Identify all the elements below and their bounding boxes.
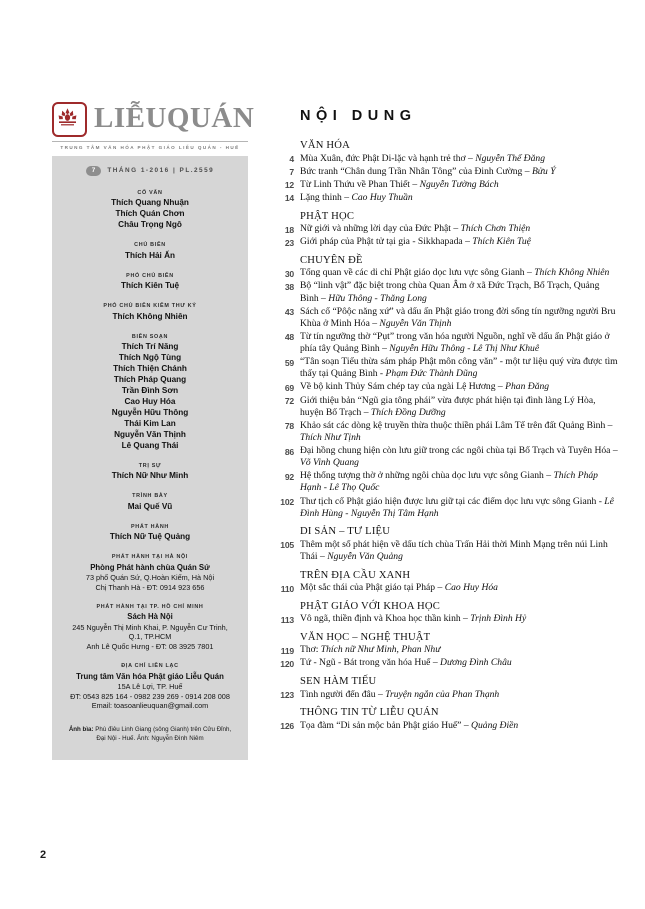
toc-entry-author: Thích Pháp Hạnh - Lê Thọ Quốc <box>300 470 598 494</box>
toc-entry-text <box>294 306 618 330</box>
credit-name: Thích Kiên Tuệ <box>120 281 180 291</box>
brand-tagline: TRUNG TÂM VĂN HÓA PHẬT GIÁO LIỄU QUÁN - HUẾ <box>52 141 248 150</box>
toc-entry-text <box>294 689 499 701</box>
toc-entry-author: Nguyễn Văn Thịnh <box>379 317 452 329</box>
toc-entry-page-number: 92 <box>284 471 294 482</box>
toc-entry-page-number: 38 <box>284 281 294 292</box>
credit-name: Mai Quế Vũ <box>127 501 173 511</box>
toc-entry[interactable] <box>268 720 618 732</box>
toc-entry-text <box>294 179 499 191</box>
toc-entry-title: Thơ: <box>300 644 321 656</box>
toc-entry-text <box>294 267 609 279</box>
credit-name: Thích Nữ Như Minh <box>111 471 189 481</box>
toc-entry-author: Hữu Thông - Thăng Long <box>328 292 427 304</box>
credit-name: Email: toasoanlieuquan@gmail.com <box>91 701 209 711</box>
credit-name: Thích Không Nhiên <box>112 311 188 321</box>
toc-entry[interactable] <box>268 613 618 625</box>
credit-name: 73 phố Quán Sứ, Q.Hoàn Kiếm, Hà Nội <box>85 573 215 583</box>
toc-entry-text <box>294 236 531 248</box>
toc-group <box>268 570 618 595</box>
toc-entry-page-number: 12 <box>284 180 294 191</box>
toc-entry[interactable] <box>268 192 618 204</box>
credit-name: Thái Kim Lan <box>124 418 176 428</box>
toc-entry-text <box>294 166 556 178</box>
credit-name: 15A Lê Lợi, TP. Huế <box>117 681 183 691</box>
toc-entry[interactable] <box>268 153 618 165</box>
credit-name: Thích Ngộ Tùng <box>118 352 182 362</box>
toc-entry-title: Đại hồng chung hiện còn lưu giữ trong các ngôi chùa tại Bố Trạch và Tuyên Hóa – <box>300 445 618 456</box>
toc-entry-title: Tứ - Ngũ - Bát trong văn hóa Huế – <box>300 657 441 669</box>
toc-entry[interactable] <box>268 657 618 669</box>
cover-photo-credit <box>60 726 240 744</box>
toc-entry-page-number: 59 <box>284 357 294 368</box>
credit-name: Thích Nữ Tuệ Quảng <box>109 532 191 542</box>
credit-block-title: PHÓ CHỦ BIÊN KIÊM THƯ KÝ <box>103 303 197 310</box>
credit-name: Nguyễn Hữu Thông <box>111 407 189 417</box>
credit-block-title: PHÁT HÀNH TẠI HÀ NỘI <box>111 554 189 561</box>
toc-entry-author: Lê Đình Hùng - Nguyễn Thị Tâm Hạnh <box>300 495 614 519</box>
toc-group <box>268 526 618 563</box>
toc-entry-author: Thích Chơn Thiện <box>460 223 531 234</box>
toc-entry-title: Về bộ kinh Thủy Sám chép tay của ngài Lệ Hương – <box>300 381 506 393</box>
toc-entry[interactable] <box>268 166 618 178</box>
credit-name: Chị Thanh Hà - ĐT: 0914 923 656 <box>95 583 205 592</box>
toc-entry-title: Tổng quan về các di chỉ Phật giáo dọc lưu vực sông Gianh – <box>300 267 535 279</box>
masthead-column <box>52 100 255 760</box>
toc-entry[interactable] <box>268 496 618 520</box>
toc-entry-page-number: 23 <box>284 237 294 248</box>
toc-entry-author: Nguyễn Thế Đăng <box>475 152 545 164</box>
toc-entry-title: Thêm một số phát hiện về dấu tích chùa Trấn Hải thời Minh Mạng trên núi Linh Thái – <box>300 538 608 562</box>
toc-entry-page-number: 14 <box>284 193 294 204</box>
toc-entry[interactable] <box>268 356 618 380</box>
toc-group-list <box>268 140 618 732</box>
toc-entry[interactable] <box>268 644 618 656</box>
cover-photo-text: Phù điêu Linh Giang (sông Gianh) trên Cửu Đỉnh, Đại Nội - Huế. Ảnh: Nguyễn Đình Niêm <box>93 726 232 743</box>
toc-entry-page-number: 69 <box>284 382 294 393</box>
toc-entry-title: Nữ giới và những lời dạy của Đức Phật – <box>300 223 461 234</box>
cover-photo-label: Ảnh bìa: <box>68 726 94 734</box>
toc-entry[interactable] <box>268 280 618 304</box>
toc-entry-author: Thích Đồng Dưỡng <box>370 406 446 418</box>
toc-entry-author: Trịnh Đình Hỷ <box>470 613 527 625</box>
toc-entry-title: Hệ thống tượng thờ ở những ngôi chùa dọc lưu vực sông Gianh – <box>300 470 554 482</box>
toc-group <box>268 601 618 626</box>
toc-entry[interactable] <box>268 445 618 469</box>
toc-group <box>268 707 618 732</box>
credit-name: Anh Lê Quốc Hưng - ĐT: 08 3925 7801 <box>86 642 214 652</box>
credit-name: Thích Quang Nhuận <box>111 198 189 208</box>
masthead-info-panel <box>52 156 248 760</box>
toc-entry-title: Bộ “linh vật” đặc biệt trong chùa Quan Âm ở xã Đức Trạch, Bố Trạch, Quảng Bình – <box>300 280 600 304</box>
toc-entry-title: Mùa Xuân, đức Phật Di-lặc và hạnh trẻ thơ – <box>300 152 476 164</box>
masthead-credit-blocks <box>60 190 240 712</box>
credit-name: 245 Nguyễn Thị Minh Khai, P. Nguyễn Cư Trinh, <box>72 622 228 632</box>
toc-group <box>268 211 618 249</box>
toc-entry-author: Thích Kiên Tuệ <box>472 236 531 248</box>
toc-entry[interactable] <box>268 470 618 494</box>
toc-entry[interactable] <box>268 689 618 701</box>
toc-entry-author: Phạm Đức Thành Dũng <box>385 368 478 380</box>
toc-group-title: VĂN HÓA <box>300 140 350 151</box>
toc-entry-page-number: 110 <box>280 583 294 594</box>
toc-entry-title: Một sắc thái của Phật giáo tại Pháp – <box>300 582 445 593</box>
credit-block-title: BIÊN SOẠN <box>131 333 169 340</box>
toc-entry-title: Khảo sát các dòng kệ truyền thừa thuộc thiền phái Lâm Tế trên đất Quảng Bình – <box>300 419 613 431</box>
credit-name: Châu Trọng Ngô <box>118 220 182 230</box>
toc-entry-text <box>294 153 545 165</box>
toc-entry-title: Thư tịch cổ Phật giáo hiện được lưu giữ tại các điểm dọc lưu vực sông Gianh - <box>300 495 605 507</box>
toc-entry-text <box>294 223 530 235</box>
toc-entry-author: Thích Như Tịnh <box>300 431 361 443</box>
toc-entry-text <box>294 280 618 304</box>
toc-entry-page-number: 18 <box>284 224 294 235</box>
toc-entry[interactable] <box>268 267 618 279</box>
toc-entry[interactable] <box>268 223 618 235</box>
issue-line <box>60 166 240 176</box>
toc-entry-author: Nguyễn Hữu Thông - Lê Thị Như Khuê <box>389 343 540 354</box>
toc-entry-author: Phan Đăng <box>505 381 550 393</box>
toc-entry-title: “Tân soạn Tiểu thừa sám pháp Phật môn công văn” - một tư liệu quý vừa được tìm thấy tại Quảng Bình - <box>300 356 618 380</box>
credit-name: Sách Hà Nội <box>127 612 173 622</box>
toc-group-title: PHẬT HỌC <box>300 210 355 222</box>
credit-block-title: TRỊ SỰ <box>138 462 162 469</box>
page-folio-number: 2 <box>40 849 47 861</box>
credit-name: Phòng Phát hành chùa Quán Sứ <box>90 562 210 572</box>
credit-name: Thích Pháp Quang <box>113 374 187 384</box>
toc-entry[interactable] <box>268 395 618 419</box>
toc-entry[interactable] <box>268 420 618 444</box>
issue-date-text: THÁNG 1-2016 | PL.2559 <box>107 167 215 175</box>
toc-entry-page-number: 30 <box>284 268 294 279</box>
credit-name: Thích Hải Ấn <box>124 250 176 260</box>
toc-entry-text <box>294 420 618 444</box>
toc-group <box>268 140 618 204</box>
toc-entry-author: Thích nữ Như Minh, Phan Như <box>320 644 441 656</box>
toc-entry-title: Vô ngã, thiền định và Khoa học thần kinh – <box>300 613 471 625</box>
credit-name: Thích Quán Chơn <box>115 209 185 219</box>
toc-entry-text <box>294 381 549 393</box>
toc-entry-title: Giới thiệu bản “Ngũ gia tông phái” vừa được phát hiện tại đình làng Lý Hòa, huyện Bố Trạch – <box>300 394 596 418</box>
brand-lieu: LIỄU <box>94 101 167 134</box>
credit-block-title: PHÁT HÀNH TẠI TP. HỒ CHÍ MINH <box>96 603 204 610</box>
credit-name: Trần Đình Sơn <box>121 385 179 395</box>
toc-group-title: TRÊN ĐỊA CẦU XANH <box>300 569 411 581</box>
table-of-contents <box>268 108 618 738</box>
credit-name: Lê Quang Thái <box>121 440 179 450</box>
credit-block-title: PHÁT HÀNH <box>130 523 170 530</box>
toc-entry-author: Truyện ngắn của Phan Thạnh <box>385 688 500 700</box>
issue-number-badge: 7 <box>86 166 102 176</box>
credit-block-title: ĐỊA CHỈ LIÊN LẠC <box>121 663 179 669</box>
toc-entry-page-number: 126 <box>280 721 294 732</box>
toc-entry-author: Võ Vinh Quang <box>300 457 359 469</box>
credit-name: ĐT: 0543 825 164 - 0982 239 269 - 0914 208 008 <box>70 691 230 701</box>
toc-entry-author: Thích Không Nhiên <box>534 267 610 279</box>
credit-name: Trung tâm Văn hóa Phật giáo Liễu Quán <box>76 671 224 681</box>
toc-entry-text <box>294 395 618 419</box>
credit-name: Thích Trí Năng <box>121 342 179 351</box>
toc-group-title: PHẬT GIÁO VỚI KHOA HỌC <box>300 600 440 612</box>
lotus-emblem-icon <box>52 102 87 137</box>
toc-entry-text <box>294 331 618 355</box>
toc-group <box>268 255 618 520</box>
toc-entry-title: Bức tranh “Chân dung Trần Nhân Tông” của Đinh Cường – <box>300 165 532 177</box>
credit-block-title: CHỦ BIÊN <box>134 242 166 249</box>
toc-entry-title: Lặng thinh – <box>300 191 352 203</box>
toc-entry-author: Nguyễn Tường Bách <box>419 178 499 190</box>
toc-entry-author: Dương Đình Châu <box>440 657 512 669</box>
toc-entry[interactable] <box>268 331 618 355</box>
toc-entry-page-number: 119 <box>280 645 294 656</box>
toc-entry-page-number: 86 <box>284 446 294 457</box>
toc-entry-page-number: 78 <box>284 421 294 432</box>
toc-entry-text <box>294 582 498 594</box>
credit-name: Thích Thiện Chánh <box>113 363 187 373</box>
credit-block-title: CỐ VẤN <box>137 189 163 196</box>
toc-entry-text <box>294 445 618 469</box>
brand-quan: QUÁN <box>166 101 255 134</box>
toc-entry[interactable] <box>268 381 618 393</box>
toc-entry-text <box>294 539 618 563</box>
toc-entry-title: Từ Linh Thứu về Phan Thiết – <box>300 178 420 190</box>
toc-entry-title: Tọa đàm “Di sản mộc bản Phật giáo Huế” – <box>300 719 472 731</box>
toc-entry-text <box>294 613 526 625</box>
toc-entry-text <box>294 720 518 732</box>
credit-block-title: TRÌNH BÀY <box>132 493 168 500</box>
toc-entry-page-number: 7 <box>289 167 294 178</box>
toc-entry-author: Quảng Điền <box>471 719 519 731</box>
toc-entry-text <box>294 644 440 656</box>
toc-group <box>268 632 618 670</box>
toc-group-title: VĂN HỌC – NGHỆ THUẬT <box>300 631 431 643</box>
toc-entry[interactable] <box>268 539 618 563</box>
toc-entry-title: Giới pháp của Phật tử tại gia - Sikkhapada – <box>300 236 473 248</box>
toc-entry-page-number: 4 <box>289 154 294 165</box>
toc-entry-text <box>294 496 618 520</box>
credit-name: Nguyễn Văn Thịnh <box>114 429 186 439</box>
toc-entry-author: Bửu Ý <box>531 165 556 177</box>
toc-entry-page-number: 120 <box>280 658 294 669</box>
credit-block-title: PHÓ CHỦ BIÊN <box>126 272 174 279</box>
toc-entry-text <box>294 356 618 380</box>
toc-group-title: CHUYÊN ĐỀ <box>300 254 363 266</box>
credit-name: Q.1, TP.HCM <box>128 632 172 642</box>
toc-entry[interactable] <box>268 236 618 248</box>
toc-entry-page-number: 43 <box>284 307 294 318</box>
toc-entry-page-number: 102 <box>280 497 294 508</box>
toc-group-title: DI SẢN – TƯ LIỆU <box>300 526 391 538</box>
toc-entry-page-number: 123 <box>280 690 294 701</box>
toc-entry-title: Từ tín ngưỡng thờ “Pụt” trong văn hóa người Nguồn, nghĩ về dấu ấn Phật giáo ở phía tây Quảng Bình – <box>300 330 610 354</box>
toc-entry-title: Tình người đến đâu – <box>300 688 386 700</box>
toc-entry-page-number: 48 <box>284 332 294 343</box>
toc-group-title: THÔNG TIN TỪ LIỄU QUÁN <box>300 707 439 719</box>
credit-name: Cao Huy Hóa <box>124 396 176 406</box>
toc-entry[interactable] <box>268 306 618 330</box>
publication-logo <box>52 100 255 138</box>
toc-entry-author: Cao Huy Hóa <box>444 582 498 593</box>
toc-entry-text <box>294 657 512 669</box>
toc-entry[interactable] <box>268 179 618 191</box>
toc-entry-text <box>294 470 618 494</box>
toc-entry-text <box>294 192 413 204</box>
toc-entry-page-number: 105 <box>280 540 294 551</box>
toc-entry-page-number: 72 <box>284 396 294 407</box>
toc-entry-author: Cao Huy Thuần <box>351 191 413 203</box>
toc-group <box>268 676 618 701</box>
brand-wordmark <box>94 101 255 134</box>
page-title: NỘI DUNG <box>300 108 417 124</box>
toc-entry-title: Sách cổ “Pôộc năng xứ” và dấu ấn Phật giáo trong đời sống tín ngưỡng người Bru Khùa ở Minh Hóa – <box>300 305 616 329</box>
toc-group-title: SEN HÀM TIẾU <box>300 676 377 687</box>
toc-entry-author: Nguyễn Văn Quảng <box>327 550 403 562</box>
toc-entry[interactable] <box>268 582 618 594</box>
toc-entry-page-number: 113 <box>280 614 294 625</box>
